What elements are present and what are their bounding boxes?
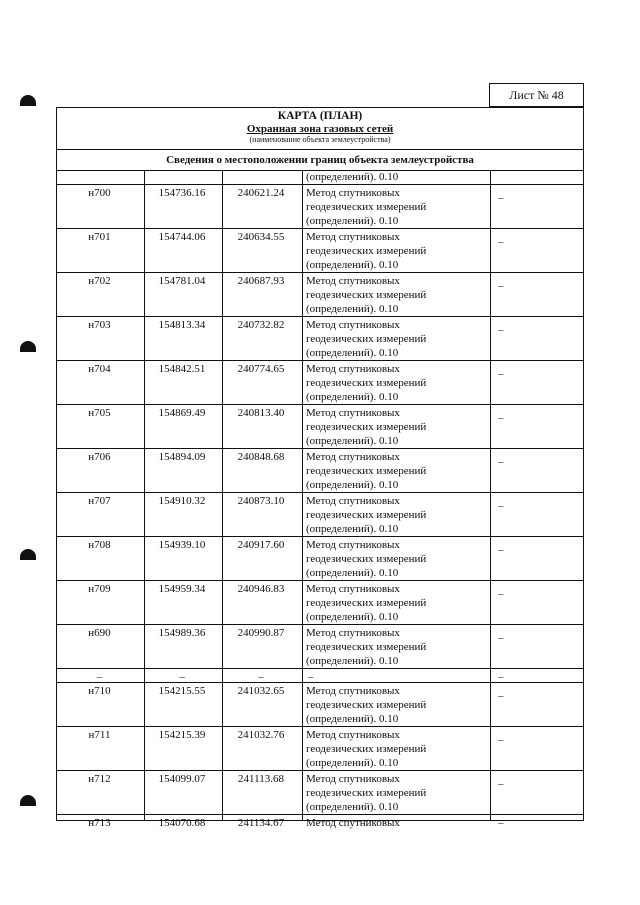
coord-x-cell: 154959.34 (158, 583, 206, 595)
table-row (56, 668, 584, 682)
table-row (56, 316, 584, 360)
method-line: Метод спутниковых (306, 627, 400, 639)
coord-x-cell: 154894.09 (158, 451, 206, 463)
table-row (56, 404, 584, 448)
extra-cell: – (498, 690, 504, 702)
method-line: (определений). 0.10 (306, 757, 399, 769)
point-name-cell: н703 (88, 319, 111, 331)
coord-y-cell: – (258, 671, 264, 683)
method-line: геодезических измерений (306, 377, 427, 389)
method-cell (306, 582, 489, 624)
point-name-cell: н711 (88, 729, 111, 741)
point-name-cell: н706 (88, 451, 111, 463)
table-row (56, 726, 584, 770)
extra-cell: – (498, 368, 504, 380)
method-cell (306, 538, 489, 580)
table-row (56, 228, 584, 272)
extra-cell: – (498, 588, 504, 600)
coord-y-cell: 240634.55 (237, 231, 285, 243)
coord-x-cell: 154070.68 (158, 817, 206, 829)
coord-x-cell: 154215.39 (158, 729, 206, 741)
method-line: геодезических измерений (306, 787, 427, 799)
method-line: (определений). 0.10 (306, 655, 399, 667)
method-line: Метод спутниковых (306, 539, 400, 551)
point-name-cell: н700 (88, 187, 111, 199)
coord-x-cell: 154215.55 (158, 685, 206, 697)
extra-cell: – (498, 280, 504, 292)
method-line: (определений). 0.10 (306, 215, 399, 227)
table-row (56, 770, 584, 814)
method-line: геодезических измерений (306, 509, 427, 521)
extra-cell: – (498, 192, 504, 204)
coord-y-cell: 240732.82 (237, 319, 285, 331)
coord-x-cell: – (179, 671, 185, 683)
method-line: Метод спутниковых (306, 451, 400, 463)
method-cell (306, 772, 489, 814)
coord-y-cell: 240813.40 (237, 407, 285, 419)
point-name-cell: н712 (88, 773, 111, 785)
punch-hole-icon (20, 795, 36, 806)
table-row (56, 580, 584, 624)
method-line: Метод спутниковых (306, 363, 400, 375)
table-row (56, 814, 584, 828)
point-name-cell: н701 (88, 231, 111, 243)
extra-cell: – (498, 734, 504, 746)
coord-y-cell: 240990.87 (237, 627, 285, 639)
table-row (56, 492, 584, 536)
table-row (56, 624, 584, 668)
coord-x-cell: 154813.34 (158, 319, 206, 331)
method-cell (306, 186, 489, 228)
method-line: геодезических измерений (306, 641, 427, 653)
method-line: Метод спутниковых (306, 685, 400, 697)
coord-y-cell: 241032.76 (237, 729, 285, 741)
extra-cell: – (498, 456, 504, 468)
method-line: (определений). 0.10 (306, 479, 399, 491)
method-cell (306, 728, 489, 770)
method-line: Метод спутниковых (306, 187, 400, 199)
point-name-cell: н709 (88, 583, 111, 595)
table-row (56, 184, 584, 228)
coord-y-cell: 240917.60 (237, 539, 285, 551)
table-row (56, 448, 584, 492)
coord-y-cell: 240946.83 (237, 583, 285, 595)
coord-x-cell: 154910.32 (158, 495, 206, 507)
method-line: (определений). 0.10 (306, 391, 399, 403)
method-line: геодезических измерений (306, 421, 427, 433)
method-cell (306, 684, 489, 726)
extra-cell: – (498, 544, 504, 556)
method-line: Метод спутниковых (306, 407, 400, 419)
method-line: (определений). 0.10 (306, 713, 399, 725)
method-line: Метод спутниковых (306, 817, 400, 829)
point-name-cell: н710 (88, 685, 111, 697)
extra-cell: – (498, 671, 504, 683)
extra-cell: – (498, 817, 504, 829)
method-line: Метод спутниковых (306, 495, 400, 507)
method-cell: – (308, 671, 314, 683)
point-name-cell: н707 (88, 495, 111, 507)
point-name-cell: н713 (88, 817, 111, 829)
coord-x-cell: 154744.06 (158, 231, 206, 243)
table-row-continuation (56, 171, 584, 185)
method-line: (определений). 0.10 (306, 801, 399, 813)
method-line: (определений). 0.10 (306, 523, 399, 535)
point-name-cell: н705 (88, 407, 111, 419)
method-line: Метод спутниковых (306, 583, 400, 595)
method-line: геодезических измерений (306, 465, 427, 477)
method-line: геодезических измерений (306, 743, 427, 755)
coord-y-cell: 240621.24 (237, 187, 285, 199)
extra-cell: – (498, 412, 504, 424)
method-cell (306, 626, 489, 668)
method-line: Метод спутниковых (306, 773, 400, 785)
method-line: геодезических измерений (306, 553, 427, 565)
method-line: геодезических измерений (306, 245, 427, 257)
method-cell (306, 450, 489, 492)
coord-y-cell: 241113.68 (238, 773, 284, 785)
coord-y-cell: 241032.65 (237, 685, 285, 697)
method-cell (306, 318, 489, 360)
point-name-cell: – (96, 671, 103, 683)
method-cell (306, 406, 489, 448)
method-line: Метод спутниковых (306, 275, 400, 287)
table-row (56, 536, 584, 580)
method-line: (определений). 0.10 (306, 259, 399, 271)
method-line: (определений). 0.10 (306, 347, 399, 359)
method-cell (306, 362, 489, 404)
coord-y-cell: 240687.93 (237, 275, 285, 287)
method-line: Метод спутниковых (306, 231, 400, 243)
method-cell (306, 816, 489, 830)
coord-x-cell: 154842.51 (158, 363, 206, 375)
punch-hole-icon (20, 341, 36, 352)
method-line: геодезических измерений (306, 289, 427, 301)
coord-y-cell: 240774.65 (237, 363, 285, 375)
method-cell (306, 494, 489, 536)
extra-cell: – (498, 324, 504, 336)
table-row (56, 272, 584, 316)
method-cell: (определений). 0.10 (306, 171, 399, 183)
extra-cell: – (498, 632, 504, 644)
method-line: геодезических измерений (306, 201, 427, 213)
method-line: Метод спутниковых (306, 729, 400, 741)
method-line: геодезических измерений (306, 597, 427, 609)
method-line: (определений). 0.10 (306, 435, 399, 447)
point-name-cell: н704 (88, 363, 111, 375)
extra-cell: – (498, 236, 504, 248)
coord-x-cell: 154099.07 (158, 773, 206, 785)
extra-cell: – (498, 500, 504, 512)
method-line: Метод спутниковых (306, 319, 400, 331)
punch-hole-icon (20, 549, 36, 560)
coord-x-cell: 154869.49 (158, 407, 206, 419)
table-row (56, 682, 584, 726)
method-line: геодезических измерений (306, 699, 427, 711)
map-title: КАРТА (ПЛАН) (277, 110, 363, 122)
coord-y-cell: 240848.68 (237, 451, 285, 463)
object-name: Охранная зона газовых сетей (246, 123, 394, 135)
method-line: (определений). 0.10 (306, 567, 399, 579)
point-name-cell: н690 (88, 627, 111, 639)
method-line: (определений). 0.10 (306, 303, 399, 315)
point-name-cell: н708 (88, 539, 111, 551)
coord-x-cell: 154781.04 (158, 275, 206, 287)
extra-cell: – (498, 778, 504, 790)
point-name-cell: н702 (88, 275, 111, 287)
coord-x-cell: 154736.16 (158, 187, 206, 199)
table-row (56, 360, 584, 404)
method-cell (306, 230, 489, 272)
sheet-number: Лист № 48 (489, 83, 584, 107)
object-name-caption: (наименование объекта землеустройства) (249, 135, 391, 144)
punch-hole-icon (20, 95, 36, 106)
coord-x-cell: 154939.10 (158, 539, 206, 551)
coord-y-cell: 240873.10 (237, 495, 285, 507)
method-line: (определений). 0.10 (306, 611, 399, 623)
coord-y-cell: 241134.67 (237, 817, 285, 829)
method-line: геодезических измерений (306, 333, 427, 345)
coord-x-cell: 154989.36 (158, 627, 206, 639)
map-header (56, 107, 584, 149)
section-title: Сведения о местоположении границ объекта землеустройства (56, 149, 584, 171)
method-cell (306, 274, 489, 316)
